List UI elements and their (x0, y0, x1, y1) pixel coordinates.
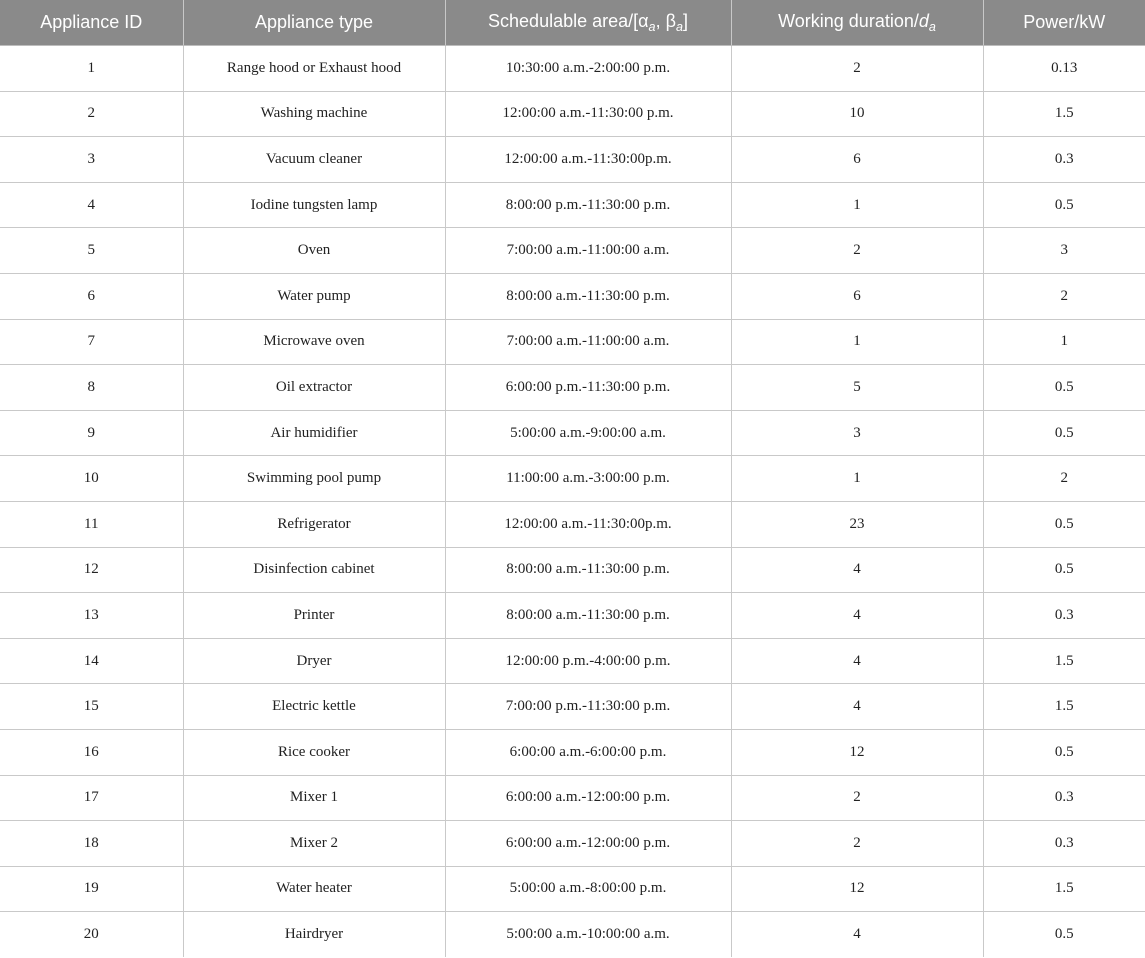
cell-schedulable-area: 6:00:00 a.m.-12:00:00 p.m. (445, 775, 731, 821)
cell-power: 1.5 (983, 866, 1145, 912)
header-area-prefix: Schedulable area/[ (488, 11, 639, 32)
header-comma: , (655, 11, 666, 32)
cell-appliance-type: Range hood or Exhaust hood (183, 46, 445, 92)
cell-power: 0.3 (983, 821, 1145, 867)
header-alpha: α (638, 11, 649, 32)
cell-schedulable-area: 12:00:00 a.m.-11:30:00p.m. (445, 137, 731, 183)
cell-appliance-type: Air humidifier (183, 410, 445, 456)
cell-working-duration: 1 (731, 456, 983, 502)
header-schedulable-area (445, 0, 731, 46)
table-row (0, 46, 1145, 92)
table-header (0, 0, 1145, 46)
table-row (0, 456, 1145, 502)
cell-appliance-id: 10 (0, 456, 183, 502)
cell-schedulable-area: 5:00:00 a.m.-9:00:00 a.m. (445, 410, 731, 456)
cell-power: 0.5 (983, 410, 1145, 456)
cell-appliance-id: 4 (0, 182, 183, 228)
cell-appliance-id: 13 (0, 593, 183, 639)
cell-power: 0.5 (983, 501, 1145, 547)
cell-appliance-type: Rice cooker (183, 729, 445, 775)
cell-power: 0.3 (983, 775, 1145, 821)
table-row (0, 729, 1145, 775)
cell-power: 1.5 (983, 638, 1145, 684)
cell-appliance-id: 20 (83, 926, 99, 943)
cell-appliance-type: Disinfection cabinet (183, 547, 445, 593)
header-alpha-subscript: a (648, 19, 656, 34)
table-row (0, 410, 1145, 456)
cell-schedulable-area: 7:00:00 p.m.-11:30:00 p.m. (445, 684, 731, 730)
cell-appliance-id: 9 (0, 410, 183, 456)
table-row (0, 684, 1145, 730)
cell-working-duration: 12 (731, 866, 983, 912)
table-row (0, 593, 1145, 639)
cell-appliance-type: Vacuum cleaner (183, 137, 445, 183)
cell-working-duration: 4 (731, 684, 983, 730)
cell-appliance-id: 5 (0, 228, 183, 274)
cell-appliance-type: Iodine tungsten lamp (183, 182, 445, 228)
cell-appliance-id: 7 (0, 319, 183, 365)
cell-working-duration: 2 (731, 228, 983, 274)
table-row (0, 273, 1145, 319)
cell-power: 0.5 (983, 547, 1145, 593)
cell-power: 2 (983, 456, 1145, 502)
cell-appliance-type: Water pump (183, 273, 445, 319)
cell-appliance-type: Oven (183, 228, 445, 274)
cell-working-duration: 23 (731, 501, 983, 547)
cell-working-duration: 4 (731, 912, 983, 957)
cell-appliance-type: Refrigerator (183, 501, 445, 547)
cell-schedulable-area: 6:00:00 a.m.-6:00:00 p.m. (445, 729, 731, 775)
cell-appliance-type: Dryer (183, 638, 445, 684)
cell-appliance-type: Oil extractor (183, 365, 445, 411)
cell-working-duration: 6 (731, 273, 983, 319)
header-appliance-type: Appliance type (183, 0, 445, 46)
cell-appliance-id: 15 (0, 684, 183, 730)
cell-appliance-id: 19 (0, 866, 183, 912)
cell-power: 1.5 (983, 684, 1145, 730)
table-row (0, 501, 1145, 547)
cell-power: 1.5 (983, 91, 1145, 137)
table-row (0, 228, 1145, 274)
cell-power: 0.5 (983, 729, 1145, 775)
cell-schedulable-area: 8:00:00 a.m.-11:30:00 p.m. (445, 593, 731, 639)
cell-working-duration: 4 (731, 593, 983, 639)
cell-schedulable-area: 7:00:00 a.m.-11:00:00 a.m. (445, 228, 731, 274)
cell-working-duration: 4 (731, 547, 983, 593)
cell-appliance-type: Washing machine (183, 91, 445, 137)
cell-appliance-id: 11 (0, 501, 183, 547)
cell-appliance-type: Printer (183, 593, 445, 639)
table-row (0, 137, 1145, 183)
cell-schedulable-area: 12:00:00 a.m.-11:30:00p.m. (445, 501, 731, 547)
header-working-duration (731, 0, 983, 46)
cell-appliance-type: Hairdryer (183, 912, 445, 957)
cell-power: 0.5 (983, 182, 1145, 228)
cell-power: 2 (983, 273, 1145, 319)
cell-power: 0.3 (983, 137, 1145, 183)
header-appliance-id: Appliance ID (0, 0, 183, 46)
table-row (0, 775, 1145, 821)
table-row (0, 182, 1145, 228)
table-row (0, 866, 1145, 912)
cell-appliance-id: 16 (0, 729, 183, 775)
cell-appliance-type: Electric kettle (183, 684, 445, 730)
cell-schedulable-area: 8:00:00 a.m.-11:30:00 p.m. (445, 273, 731, 319)
cell-working-duration: 2 (731, 821, 983, 867)
cell-appliance-type: Mixer 2 (183, 821, 445, 867)
header-beta: β (665, 11, 676, 32)
cell-appliance-id: 14 (0, 638, 183, 684)
cell-appliance-id: 1 (0, 46, 183, 92)
cell-schedulable-area: 12:00:00 a.m.-11:30:00 p.m. (445, 91, 731, 137)
cell-power: 0.13 (983, 46, 1145, 92)
table-row (0, 912, 1145, 957)
cell-appliance-type: Swimming pool pump (183, 456, 445, 502)
cell-working-duration: 6 (731, 137, 983, 183)
table-row (0, 319, 1145, 365)
cell-appliance-type: Water heater (183, 866, 445, 912)
cell-working-duration: 4 (731, 638, 983, 684)
cell-power: 1 (983, 319, 1145, 365)
cell-working-duration: 3 (731, 410, 983, 456)
cell-appliance-type: Mixer 1 (183, 775, 445, 821)
cell-working-duration: 1 (731, 319, 983, 365)
cell-power: 3 (983, 228, 1145, 274)
cell-schedulable-area: 8:00:00 a.m.-11:30:00 p.m. (445, 547, 731, 593)
header-beta-subscript: a (675, 19, 683, 34)
table-body (0, 46, 1145, 957)
cell-appliance-id: 8 (0, 365, 183, 411)
cell-working-duration: 12 (731, 729, 983, 775)
cell-schedulable-area: 6:00:00 a.m.-12:00:00 p.m. (445, 821, 731, 867)
header-duration-subscript: a (928, 19, 936, 34)
cell-working-duration: 5 (731, 365, 983, 411)
cell-schedulable-area: 10:30:00 a.m.-2:00:00 p.m. (445, 46, 731, 92)
cell-appliance-id: 18 (0, 821, 183, 867)
cell-schedulable-area: 7:00:00 a.m.-11:00:00 a.m. (445, 319, 731, 365)
cell-schedulable-area: 8:00:00 p.m.-11:30:00 p.m. (445, 182, 731, 228)
cell-schedulable-area: 11:00:00 a.m.-3:00:00 p.m. (445, 456, 731, 502)
cell-working-duration: 1 (731, 182, 983, 228)
cell-power: 0.3 (983, 593, 1145, 639)
table-row (0, 547, 1145, 593)
cell-appliance-id: 12 (0, 547, 183, 593)
cell-appliance-id: 6 (0, 273, 183, 319)
cell-appliance-id: 17 (0, 775, 183, 821)
header-duration-prefix: Working duration/ (778, 11, 919, 32)
header-area-suffix: ] (682, 11, 688, 32)
cell-power: 0.5 (983, 912, 1145, 957)
table-row (0, 821, 1145, 867)
header-power: Power/kW (983, 0, 1145, 46)
cell-working-duration: 2 (731, 46, 983, 92)
cell-schedulable-area: 5:00:00 a.m.-8:00:00 p.m. (445, 866, 731, 912)
cell-working-duration: 2 (731, 775, 983, 821)
table-row (0, 638, 1145, 684)
cell-schedulable-area: 5:00:00 a.m.-10:00:00 a.m. (445, 912, 731, 957)
cell-schedulable-area: 6:00:00 p.m.-11:30:00 p.m. (445, 365, 731, 411)
table-row (0, 365, 1145, 411)
cell-working-duration: 10 (731, 91, 983, 137)
cell-schedulable-area: 12:00:00 p.m.-4:00:00 p.m. (445, 638, 731, 684)
header-row (0, 0, 1145, 46)
cell-appliance-id: 3 (0, 137, 183, 183)
table-row (0, 91, 1145, 137)
header-duration-d: d (918, 11, 929, 32)
cell-appliance-type: Microwave oven (183, 319, 445, 365)
cell-appliance-id: 2 (0, 91, 183, 137)
cell-power: 0.5 (983, 365, 1145, 411)
